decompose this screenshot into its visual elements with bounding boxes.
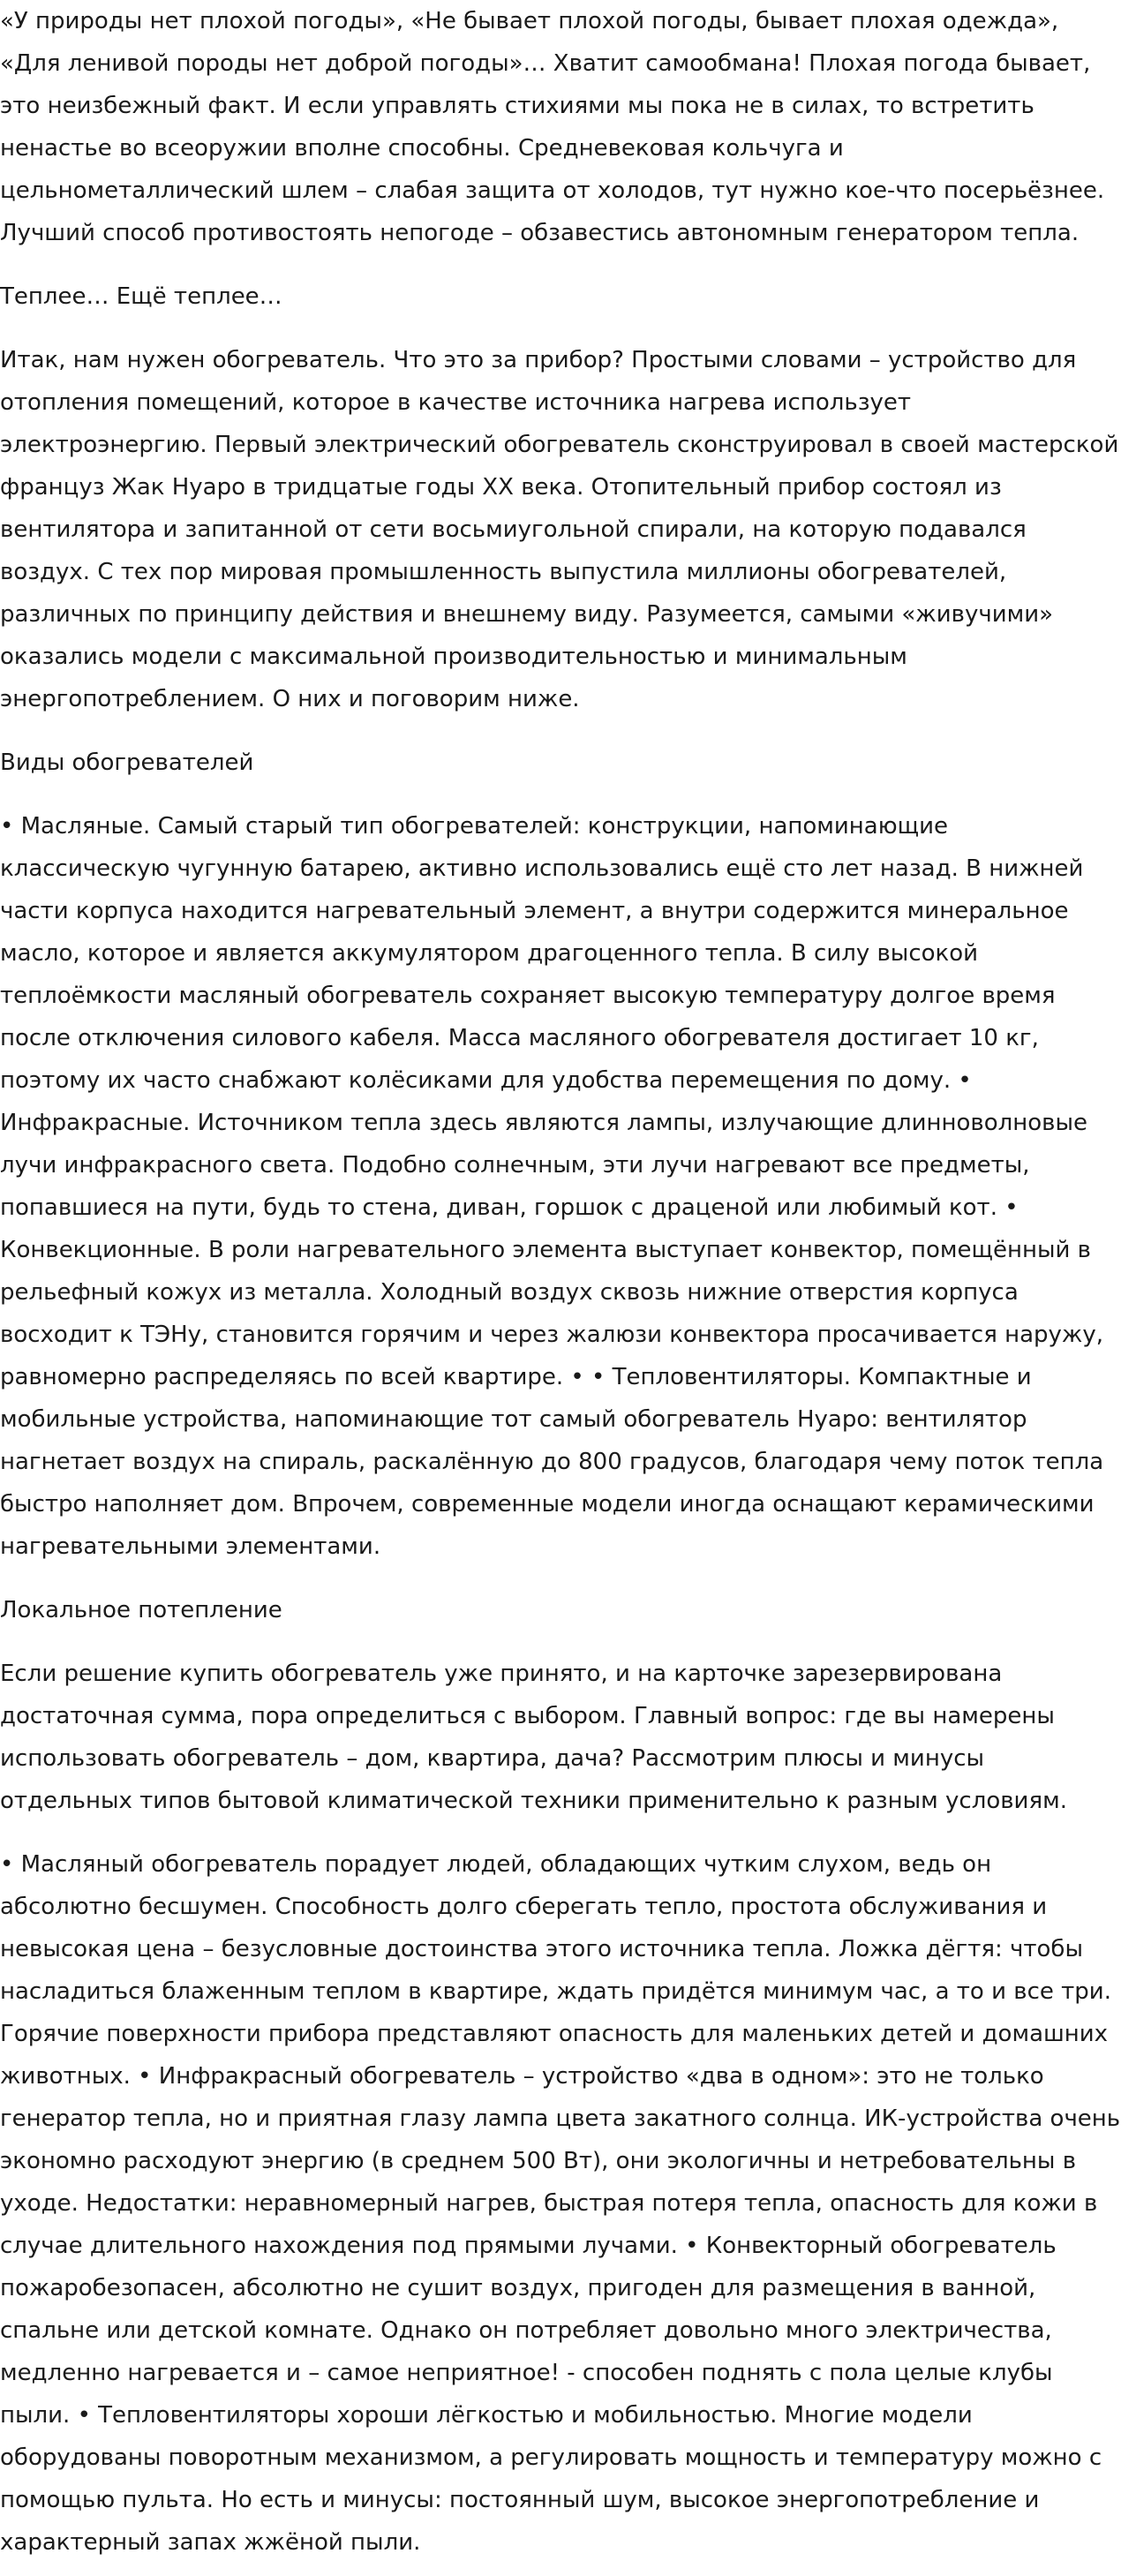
paragraph-gap	[0, 784, 1121, 805]
section-heading-heater-types: Виды обогревателей	[0, 749, 254, 776]
paragraph-gap	[0, 720, 1121, 742]
paragraph-gap	[0, 254, 1121, 275]
choice-intro-paragraph: Если решение купить обогреватель уже принято, и на карточке зарезервирована достаточная сумма, пора определиться с выбором. Главный вопрос: где вы намерены использовать обогреватель – дом, квартира, дача? Рассмотрим плюсы и минусы отдельных типов бытовой климатической техники применительно к разным условиям.	[0, 1661, 1067, 1814]
section-heading-local-warming: Локальное потепление	[0, 1597, 282, 1623]
pros-cons-paragraph: • Масляный обогреватель порадует людей, обладающих чутким слухом, ведь он абсолютно бесшумен. Способность долго сберегать тепло, простота обслуживания и невысокая цена – безусловные достоинства этого источника тепла. Ложка дёгтя: чтобы насладиться блаженным теплом в квартире, ждать придётся минимум час, а то и все три. Горячие поверхности прибора представляют опасность для маленьких детей и домашних животных. • Инфракрасный обогреватель – устройство «два в одном»: это не только генератор тепла, но и приятная глазу лампа цвета закатного солнца. ИК-устройства очень экономно расходуют энергию (в среднем 500 Вт), они экологичны и нетребовательны в уходе. Недостатки: неравномерный нагрев, быстрая потеря тепла, опасность для кожи в случае длительного нахождения под прямыми лучами. • Конвекторный обогреватель пожаробезопасен, абсолютно не сушит воздух, пригоден для размещения в ванной, спальне или детской комнате. Однако он потребляет довольно много электричества, медленно нагревается и – самое неприятное! - способен поднять с пола целые клубы пыли. • Тепловентиляторы хороши лёгкостью и мобильностью. Многие модели оборудованы поворотным механизмом, а регулировать мощность и температуру можно с помощью пульта. Но есть и минусы: постоянный шум, высокое энергопотребление и характерный запах жжёной пыли.	[0, 1851, 1121, 2556]
paragraph-gap	[0, 1568, 1121, 1589]
intro-paragraph: «У природы нет плохой погоды», «Не бывает плохой погоды, бывает плохая одежда», «Для ленивой породы нет доброй погоды»… Хватит самообмана! Плохая погода бывает, это неизбежный факт. И если управлять стихиями мы пока не в силах, то встретить ненастье во всеоружии вполне способны. Средневековая кольчуга и цельнометаллический шлем – слабая защита от холодов, тут нужно кое-что посерьёзнее. Лучший способ противостоять непогоде – обзавестись автономным генератором тепла.	[0, 8, 1105, 246]
heater-types-paragraph: • Масляные. Самый старый тип обогревателей: конструкции, напоминающие классическую чугунную батарею, активно использовались ещё сто лет назад. В нижней части корпуса находится нагревательный элемент, а внутри содержится минеральное масло, которое и является аккумулятором драгоценного тепла. В силу высокой теплоёмкости масляный обогреватель сохраняет высокую температуру долгое время после отключения силового кабеля. Масса масляного обогревателя достигает 10 кг, поэтому их часто снабжают колёсиками для удобства перемещения по дому. • Инфракрасные. Источником тепла здесь являются лампы, излучающие длинноволновые лучи инфракрасного света. Подобно солнечным, эти лучи нагревают все предметы, попавшиеся на пути, будь то стена, диван, горшок с драценой или любимый кот. • Конвекционные. В роли нагревательного элемента выступает конвектор, помещённый в рельефный кожух из металла. Холодный воздух сквозь нижние отверстия корпуса восходит к ТЭНу, становится горячим и через жалюзи конвектора просачивается наружу, равномерно распределяясь по всей квартире. • • Тепловентиляторы. Компактные и мобильные устройства, напоминающие тот самый обогреватель Нуаро: вентилятор нагнетает воздух на спираль, раскалённую до 800 градусов, благодаря чему поток тепла быстро наполняет дом. Впрочем, современные модели иногда оснащают керамическими нагревательными элементами.	[0, 813, 1104, 1560]
paragraph-gap	[0, 318, 1121, 339]
section-heading-warmer: Теплее… Ещё теплее…	[0, 283, 282, 310]
heater-history-paragraph: Итак, нам нужен обогреватель. Что это за прибор? Простыми словами – устройство для отопления помещений, которое в качестве источника нагрева использует электроэнергию. Первый электрический обогреватель сконструировал в своей мастерской француз Жак Нуаро в тридцатые годы XX века. Отопительный прибор состоял из вентилятора и запитанной от сети восьмиугольной спирали, на которую подавался воздух. С тех пор мировая промышленность выпустила миллионы обогревателей, различных по принципу действия и внешнему виду. Разумеется, самыми «живучими» оказались модели с максимальной производительностью и минимальным энергопотреблением. О них и поговорим ниже.	[0, 347, 1119, 712]
paragraph-gap	[0, 1822, 1121, 1843]
paragraph-gap	[0, 1631, 1121, 1653]
